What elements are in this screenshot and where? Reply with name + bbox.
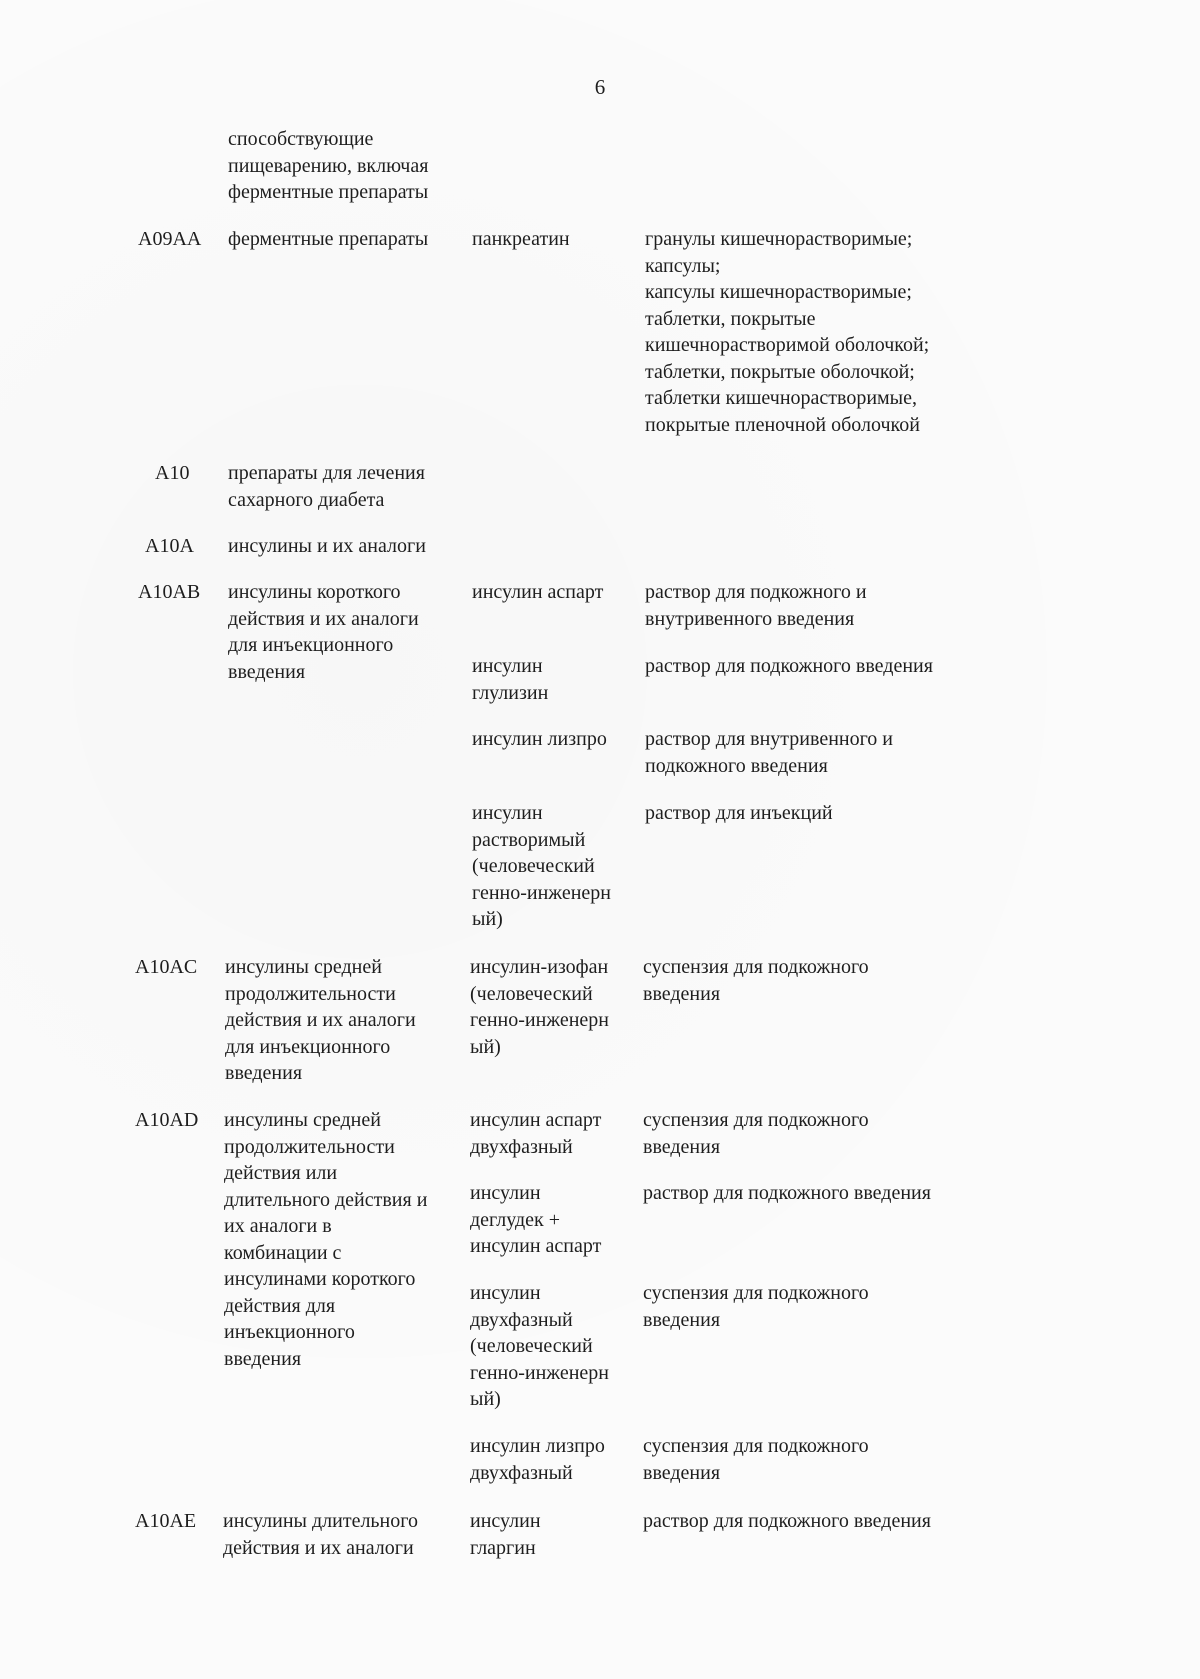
- dosage-form: раствор для внутривенного и подкожного введения: [645, 728, 894, 777]
- group-description: инсулины длительного действия и их аналоги: [223, 1510, 418, 1559]
- dosage-form: суспензия для подкожного введения: [643, 1282, 869, 1331]
- dosage-form: гранулы кишечнорастворимые; капсулы; капсулы кишечнорастворимые; таблетки, покрытые кишечнорастворимой оболочкой; таблетки, покрытые оболочкой; таблетки кишечнорастворимые, покрытые пленочной оболочкой: [645, 228, 930, 436]
- atc-code: A10AB: [138, 581, 201, 603]
- dosage-form: раствор для подкожного введения: [643, 1510, 931, 1532]
- drug-name: инсулин лизпро двухфазный: [470, 1435, 605, 1484]
- dosage-form: раствор для подкожного и внутривенного введения: [645, 581, 867, 630]
- drug-name: инсулин деглудек + инсулин аспарт: [470, 1182, 602, 1257]
- group-description: инсулины короткого действия и их аналоги для инъекционного введения: [228, 581, 419, 683]
- group-description: ферментные препараты: [228, 228, 429, 250]
- drug-name: инсулин-изофан (человеческий генно-инженерн ый): [470, 956, 610, 1058]
- group-description: инсулины средней продолжительности действия или длительного действия и их аналоги в комбинации с инсулинами короткого действия для инъекционного введения: [224, 1109, 428, 1370]
- atc-code: A10: [155, 462, 190, 484]
- drug-name: инсулин аспарт: [472, 581, 604, 603]
- dosage-form: раствор для инъекций: [645, 802, 833, 824]
- atc-code: A10AC: [135, 956, 198, 978]
- dosage-form: раствор для подкожного введения: [643, 1182, 931, 1204]
- drug-name: панкреатин: [472, 228, 570, 250]
- dosage-form: раствор для подкожного введения: [645, 655, 933, 677]
- atc-code: A10AD: [135, 1109, 199, 1131]
- drug-name: инсулин растворимый (человеческий генно-инженерн ый): [472, 802, 612, 930]
- drug-name: инсулин двухфазный (человеческий генно-инженерн ый): [470, 1282, 610, 1410]
- atc-code: A10A: [145, 535, 194, 557]
- drug-name: инсулин лизпро: [472, 728, 607, 750]
- group-description: способствующие пищеварению, включая ферментные препараты: [228, 128, 429, 203]
- atc-code: A09AA: [138, 228, 202, 250]
- atc-code: A10AE: [135, 1510, 197, 1532]
- group-description: инсулины и их аналоги: [228, 535, 426, 557]
- dosage-form: суспензия для подкожного введения: [643, 1435, 869, 1484]
- drug-name: инсулин аспарт двухфазный: [470, 1109, 602, 1158]
- group-description: препараты для лечения сахарного диабета: [228, 462, 425, 511]
- dosage-form: суспензия для подкожного введения: [643, 1109, 869, 1158]
- dosage-form: суспензия для подкожного введения: [643, 956, 869, 1005]
- drug-name: инсулин гларгин: [470, 1510, 541, 1559]
- drug-name: инсулин глулизин: [472, 655, 549, 704]
- group-description: инсулины средней продолжительности действия и их аналоги для инъекционного введения: [225, 956, 416, 1084]
- page-number: 6: [594, 75, 606, 99]
